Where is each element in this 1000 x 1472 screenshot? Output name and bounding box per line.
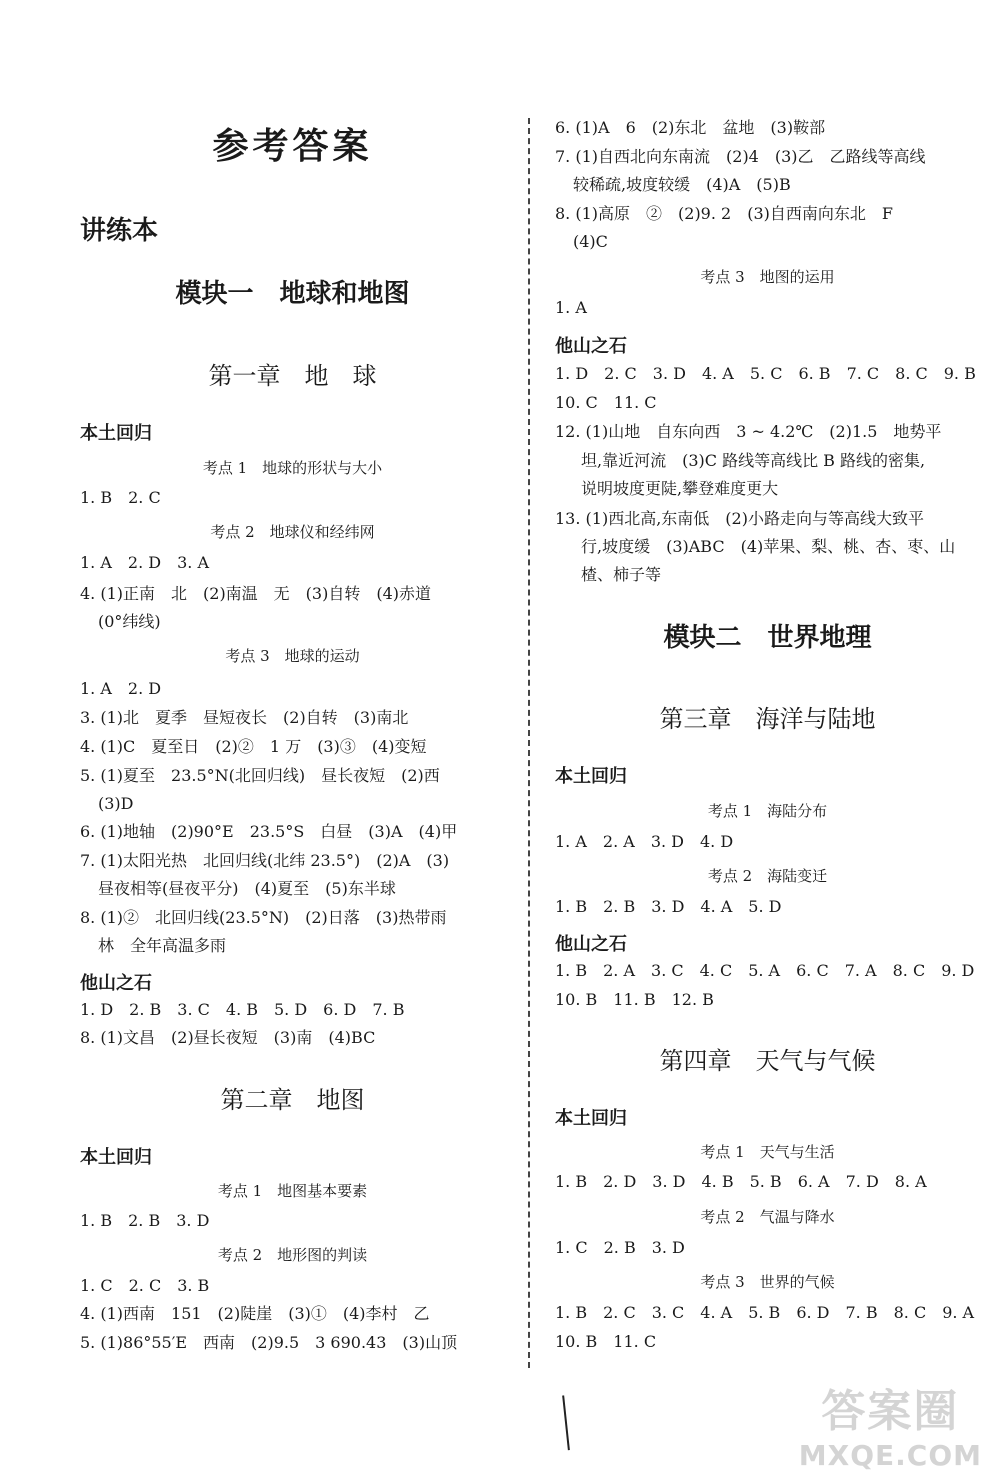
chapter-heading: 第三章 海洋与陆地 bbox=[659, 705, 876, 733]
answer-line: 1. D 2. B 3. C 4. B 5. D 6. D 7. B bbox=[80, 1000, 405, 1019]
kaodian-heading: 考点 2 地形图的判读 bbox=[217, 1246, 368, 1264]
answer-line: 1. A 2. A 3. D 4. D bbox=[555, 832, 734, 851]
watermark-logo-text: 答案圈 bbox=[821, 1386, 960, 1437]
page-title: 参考答案 bbox=[212, 125, 373, 167]
answer-line: 1. B 2. B 3. D bbox=[80, 1211, 210, 1230]
answer-line: 1. B 2. D 3. D 4. B 5. B 6. A 7. D 8. A bbox=[555, 1172, 927, 1191]
answer-line: 1. A 2. D 3. A bbox=[80, 553, 209, 572]
answer-line: 10. C 11. C bbox=[555, 393, 657, 412]
subsection-heading: 他山之石 bbox=[80, 973, 152, 994]
watermark bbox=[799, 1375, 982, 1472]
answer-line: 13. (1)西北高,东南低 (2)小路走向与等高线大致平 bbox=[555, 509, 924, 528]
answer-line: 5. (1)夏至 23.5°N(北回归线) 昼长夜短 (2)西 bbox=[80, 766, 440, 785]
module-heading: 模块一 地球和地图 bbox=[175, 279, 410, 309]
answer-line: 楂、柿子等 bbox=[581, 565, 662, 584]
answer-line: 1. C 2. B 3. D bbox=[555, 1238, 685, 1257]
answer-line: 4. (1)C 夏至日 (2)② 1 万 (3)③ (4)变短 bbox=[80, 737, 427, 756]
answer-line: 1. D 2. C 3. D 4. A 5. C 6. B 7. C 8. C 9. B bbox=[555, 364, 976, 383]
kaodian-heading: 考点 2 海陆变迁 bbox=[707, 867, 828, 885]
answer-line: 10. B 11. C bbox=[555, 1332, 657, 1351]
answer-line: 8. (1)高原 ② (2)9. 2 (3)自西南向东北 F bbox=[555, 204, 893, 223]
column-divider bbox=[528, 118, 530, 1368]
answer-line: 较稀疏,坡度较缓 (4)A (5)B bbox=[573, 175, 791, 194]
answer-line: (3)D bbox=[98, 794, 134, 813]
subsection-heading: 他山之石 bbox=[555, 934, 627, 955]
kaodian-heading: 考点 1 地图基本要素 bbox=[217, 1182, 368, 1200]
answer-line: 林 全年高温多雨 bbox=[98, 936, 227, 955]
answer-line: (0°纬线) bbox=[98, 612, 161, 631]
section-heading: 讲练本 bbox=[80, 216, 159, 246]
kaodian-heading: 考点 2 地球仪和经纬网 bbox=[210, 523, 375, 541]
subsection-heading: 本土回归 bbox=[555, 1108, 627, 1129]
answer-line: 1. C 2. C 3. B bbox=[80, 1276, 210, 1295]
answer-line: 1. A 2. D bbox=[80, 679, 162, 698]
answer-line: 5. (1)86°55′E 西南 (2)9.5 3 690.43 (3)山顶 bbox=[80, 1333, 458, 1352]
answer-line: 1. B 2. B 3. D 4. A 5. D bbox=[555, 897, 782, 916]
answer-line: 7. (1)太阳光热 北回归线(北纬 23.5°) (2)A (3) bbox=[80, 851, 450, 870]
answer-line: 1. A bbox=[555, 298, 587, 317]
kaodian-heading: 考点 3 地球的运动 bbox=[225, 647, 360, 665]
answer-line: 7. (1)自西北向东南流 (2)4 (3)乙 乙路线等高线 bbox=[555, 147, 926, 166]
kaodian-heading: 考点 1 天气与生活 bbox=[700, 1143, 835, 1161]
answer-line: 1. B 2. C 3. C 4. A 5. B 6. D 7. B 8. C 9. A bbox=[555, 1303, 975, 1322]
answer-line: 6. (1)A 6 (2)东北 盆地 (3)鞍部 bbox=[555, 118, 826, 137]
hand-stroke-mark bbox=[562, 1395, 576, 1451]
chapter-heading: 第一章 地 球 bbox=[208, 362, 377, 390]
kaodian-heading: 考点 1 海陆分布 bbox=[707, 802, 828, 820]
module-heading: 模块二 世界地理 bbox=[663, 623, 872, 653]
answer-line: 1. B 2. C bbox=[80, 488, 161, 507]
answer-line: 说明坡度更陡,攀登难度更大 bbox=[581, 479, 779, 498]
subsection-heading: 他山之石 bbox=[555, 336, 627, 357]
watermark-url: MXQE.COM bbox=[798, 1439, 982, 1472]
answer-line: 6. (1)地轴 (2)90°E 23.5°S 白昼 (3)A (4)甲 bbox=[80, 822, 458, 841]
answer-line: 昼夜相等(昼夜平分) (4)夏至 (5)东半球 bbox=[98, 879, 396, 898]
answer-line: 4. (1)西南 151 (2)陡崖 (3)① (4)李村 乙 bbox=[80, 1304, 430, 1323]
kaodian-heading: 考点 2 气温与降水 bbox=[700, 1208, 835, 1226]
subsection-heading: 本土回归 bbox=[80, 423, 152, 444]
answer-line: 10. B 11. B 12. B bbox=[555, 990, 714, 1009]
chapter-heading: 第二章 地图 bbox=[220, 1086, 365, 1114]
subsection-heading: 本土回归 bbox=[80, 1147, 152, 1168]
answer-line: 8. (1)文昌 (2)昼长夜短 (3)南 (4)BC bbox=[80, 1028, 376, 1047]
answer-line: (4)C bbox=[573, 232, 608, 251]
subsection-heading: 本土回归 bbox=[555, 766, 627, 787]
kaodian-heading: 考点 3 世界的气候 bbox=[700, 1273, 835, 1291]
answer-line: 3. (1)北 夏季 昼短夜长 (2)自转 (3)南北 bbox=[80, 708, 409, 727]
kaodian-heading: 考点 3 地图的运用 bbox=[700, 268, 835, 286]
answer-line: 坦,靠近河流 (3)C 路线等高线比 B 路线的密集, bbox=[581, 451, 926, 470]
answer-line: 行,坡度缓 (3)ABC (4)苹果、梨、桃、杏、枣、山 bbox=[581, 537, 956, 556]
answer-line: 8. (1)② 北回归线(23.5°N) (2)日落 (3)热带雨 bbox=[80, 908, 447, 927]
answer-line: 4. (1)正南 北 (2)南温 无 (3)自转 (4)赤道 bbox=[80, 584, 432, 603]
chapter-heading: 第四章 天气与气候 bbox=[659, 1047, 876, 1075]
answer-line: 12. (1)山地 自东向西 3 ~ 4.2℃ (2)1.5 地势平 bbox=[555, 422, 942, 441]
answer-line: 1. B 2. A 3. C 4. C 5. A 6. C 7. A 8. C 9. D bbox=[555, 961, 975, 980]
kaodian-heading: 考点 1 地球的形状与大小 bbox=[202, 459, 383, 477]
